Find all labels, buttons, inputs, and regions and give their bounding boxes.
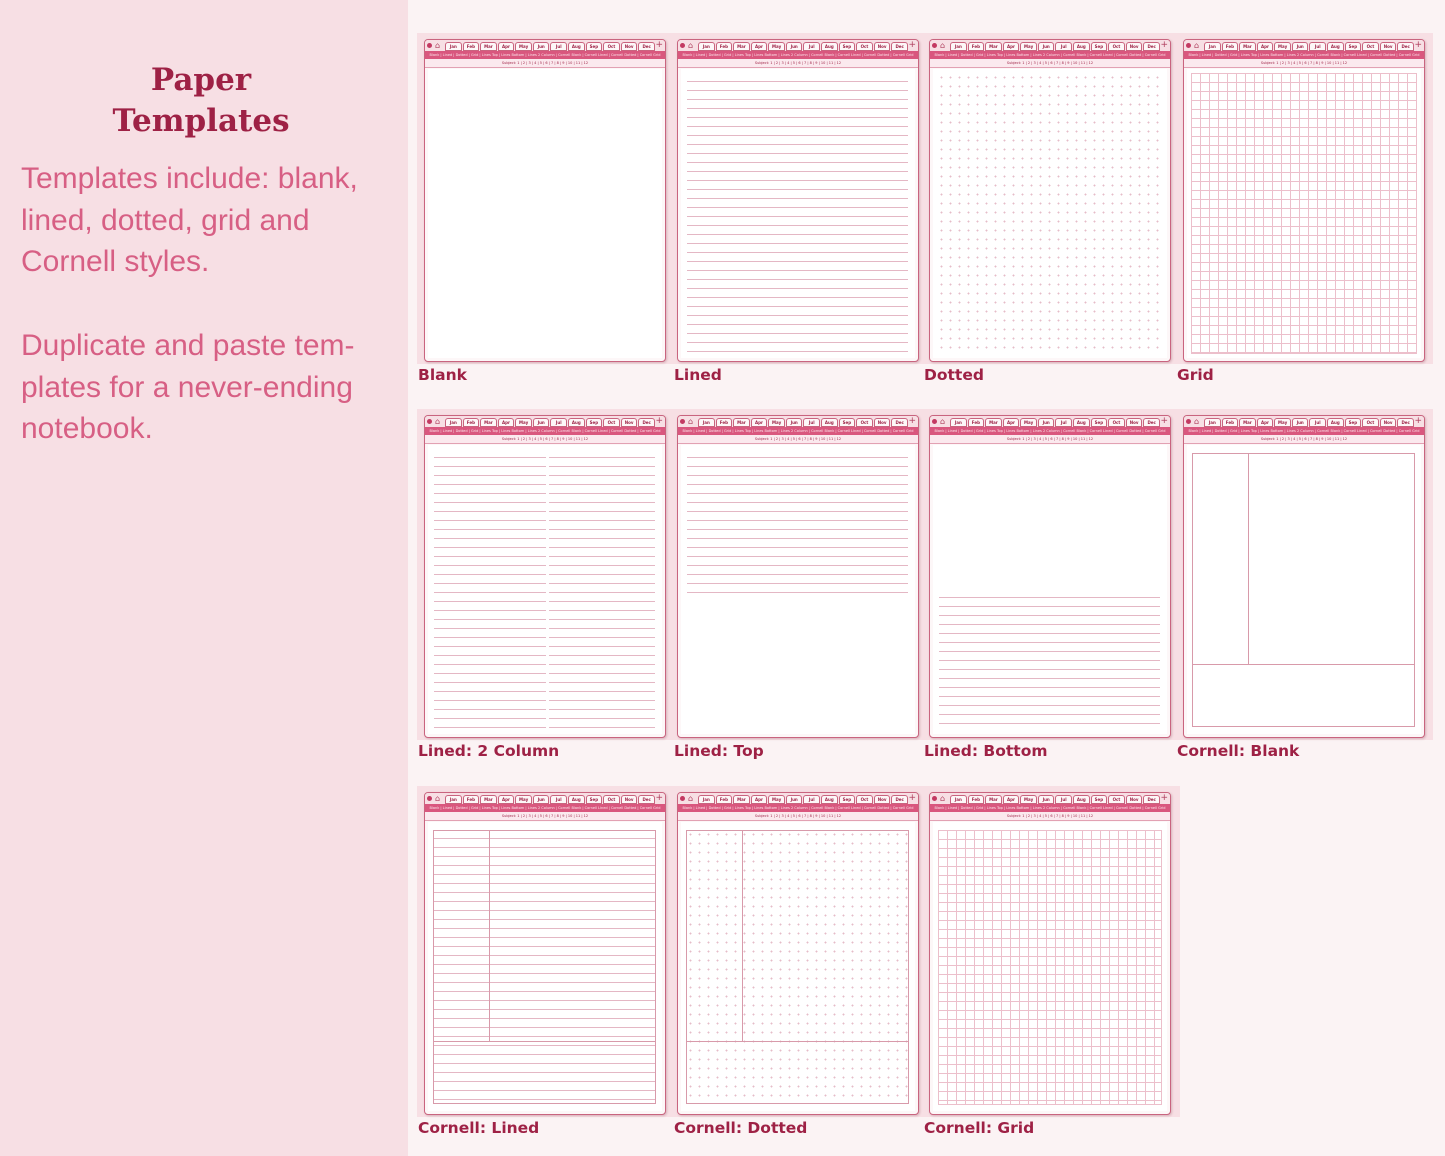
month-tab[interactable]: Mar	[480, 795, 497, 804]
month-tab[interactable]: Dec	[1397, 418, 1414, 427]
template-switch-bar: Blank | Lined | Dotted | Grid | Lines Top | Lines Bottom | Lines 2 Column | Cornell Blank | Cornell Lined | Cornell Dotted | Cornell Grid	[1184, 427, 1424, 435]
month-tab[interactable]: Feb	[463, 42, 480, 51]
month-tab[interactable]: Mar	[985, 795, 1002, 804]
record-dot-icon	[427, 43, 432, 48]
month-tab[interactable]: Aug	[1073, 418, 1090, 427]
page-body	[681, 822, 915, 1111]
month-tab[interactable]: Nov	[621, 795, 638, 804]
month-tabs	[950, 418, 1160, 426]
month-tab[interactable]: Oct	[603, 795, 620, 804]
record-dot-icon	[1186, 43, 1191, 48]
subject-bar: Subject: 1 | 2 | 3 | 4 | 5 | 6 | 7 | 8 | 9 | 10 | 11 | 12	[425, 59, 665, 68]
description-line-2: lined, dotted, grid and	[21, 203, 310, 237]
month-tab[interactable]: Jul	[1055, 795, 1072, 804]
subject-bar: Subject: 1 | 2 | 3 | 4 | 5 | 6 | 7 | 8 | 9 | 10 | 11 | 12	[678, 59, 918, 68]
month-tab[interactable]: Mar	[480, 418, 497, 427]
month-tab[interactable]: Jun	[1292, 418, 1309, 427]
description-line-3: Cornell styles.	[21, 245, 210, 278]
month-tab[interactable]: Apr	[751, 42, 768, 51]
month-tab[interactable]: Feb	[716, 42, 733, 51]
month-tab[interactable]: Apr	[1003, 42, 1020, 51]
month-tab[interactable]: Jul	[1055, 418, 1072, 427]
description-2-line-1: Duplicate and paste tem-	[21, 329, 355, 362]
month-tab[interactable]: Jun	[1038, 42, 1055, 51]
template-switch-bar: Blank | Lined | Dotted | Grid | Lines Top | Lines Bottom | Lines 2 Column | Cornell Blank | Cornell Lined | Cornell Dotted | Cornell Grid	[425, 427, 665, 435]
template-label-cornell-dotted: Cornell: Dotted	[674, 1119, 808, 1137]
month-tab[interactable]: Jul	[550, 795, 567, 804]
add-page-icon: +	[908, 793, 916, 803]
template-label-lined-2-column: Lined: 2 Column	[418, 742, 560, 760]
month-tab[interactable]: Nov	[621, 42, 638, 51]
template-page-cornell-dotted	[677, 792, 919, 1115]
month-tab[interactable]: Jul	[550, 42, 567, 51]
month-tab[interactable]: Jan	[1204, 42, 1221, 51]
month-tab[interactable]: May	[768, 795, 785, 804]
page-body	[681, 69, 915, 358]
dot-grid	[937, 73, 1162, 353]
record-dot-icon	[680, 43, 685, 48]
page-body	[428, 822, 662, 1111]
month-tab[interactable]: Jan	[445, 42, 462, 51]
template-page-dotted	[929, 39, 1171, 362]
subject-bar: Subject: 1 | 2 | 3 | 4 | 5 | 6 | 7 | 8 | 9 | 10 | 11 | 12	[678, 812, 918, 821]
add-page-icon: +	[655, 793, 663, 803]
record-dot-icon	[680, 796, 685, 801]
month-tab[interactable]: Sep	[1091, 795, 1108, 804]
page-body	[933, 445, 1167, 734]
month-tab[interactable]: Dec	[891, 795, 908, 804]
template-page-cornell-blank	[1183, 415, 1425, 738]
cornell-cue-divider	[1248, 453, 1249, 664]
template-label-cornell-blank: Cornell: Blank	[1177, 742, 1300, 760]
month-tab[interactable]: Jun	[533, 42, 550, 51]
month-tab[interactable]: Apr	[751, 418, 768, 427]
month-tab[interactable]: Sep	[1091, 418, 1108, 427]
cornell-summary-divider	[686, 1041, 909, 1042]
month-tab[interactable]: May	[515, 42, 532, 51]
home-icon: ⌂	[435, 794, 441, 803]
cornell-cue-divider	[489, 830, 490, 1041]
cornell-frame	[433, 830, 656, 1104]
month-tab[interactable]: Sep	[586, 795, 603, 804]
month-tab[interactable]: Oct	[1108, 42, 1125, 51]
month-tab[interactable]: Aug	[1327, 42, 1344, 51]
page-body	[933, 69, 1167, 358]
ruled-lines-right-column	[549, 449, 655, 729]
month-tab[interactable]: Mar	[733, 42, 750, 51]
month-tab[interactable]: Aug	[568, 418, 585, 427]
ruled-lines-bottom	[939, 589, 1160, 729]
month-tab[interactable]: Jan	[1204, 418, 1221, 427]
month-tab[interactable]: Sep	[839, 418, 856, 427]
template-page-lined-2-column	[424, 415, 666, 738]
add-page-icon: +	[1160, 416, 1168, 426]
record-dot-icon	[1186, 419, 1191, 424]
month-tab[interactable]: Jan	[950, 795, 967, 804]
month-tab[interactable]: Dec	[1143, 795, 1160, 804]
month-tab[interactable]: Apr	[1257, 42, 1274, 51]
month-tab[interactable]: Mar	[985, 418, 1002, 427]
month-tab[interactable]: Aug	[1327, 418, 1344, 427]
cornell-square-grid	[938, 830, 1162, 1105]
template-switch-bar: Blank | Lined | Dotted | Grid | Lines Top | Lines Bottom | Lines 2 Column | Cornell Blank | Cornell Lined | Cornell Dotted | Cornell Grid	[1184, 51, 1424, 59]
month-tab[interactable]: Jun	[786, 42, 803, 51]
month-tab[interactable]: Nov	[1380, 418, 1397, 427]
template-page-lined-top	[677, 415, 919, 738]
description-2-line-2: plates for a never-ending	[21, 370, 353, 404]
template-switch-bar: Blank | Lined | Dotted | Grid | Lines Top | Lines Bottom | Lines 2 Column | Cornell Blank | Cornell Lined | Cornell Dotted | Cornell Grid	[678, 427, 918, 435]
month-tab[interactable]: Jul	[803, 795, 820, 804]
home-icon: ⌂	[940, 794, 946, 803]
month-tabs	[698, 42, 908, 50]
description-panel	[0, 0, 408, 1156]
month-tab[interactable]: Feb	[968, 42, 985, 51]
month-tab[interactable]: Nov	[621, 418, 638, 427]
month-tab[interactable]: Jul	[803, 42, 820, 51]
month-tab[interactable]: Mar	[1239, 42, 1256, 51]
month-tab[interactable]: Apr	[1003, 418, 1020, 427]
home-icon: ⌂	[435, 41, 441, 50]
month-tab[interactable]: Jan	[445, 418, 462, 427]
month-tab[interactable]: Dec	[891, 42, 908, 51]
panel-title-line-2: Templates	[112, 103, 290, 139]
month-tab[interactable]: Jan	[698, 42, 715, 51]
month-tab[interactable]: Dec	[1143, 42, 1160, 51]
month-tab[interactable]: Jul	[1309, 418, 1326, 427]
month-tab[interactable]: May	[515, 795, 532, 804]
month-tab[interactable]: Jun	[1038, 418, 1055, 427]
template-switch-bar: Blank | Lined | Dotted | Grid | Lines Top | Lines Bottom | Lines 2 Column | Cornell Blank | Cornell Lined | Cornell Dotted | Cornell Grid	[930, 427, 1170, 435]
template-page-cornell-grid	[929, 792, 1171, 1115]
page-body	[1187, 69, 1421, 358]
month-tab[interactable]: May	[1020, 795, 1037, 804]
month-tab[interactable]: Jun	[786, 795, 803, 804]
month-tab[interactable]: Nov	[874, 418, 891, 427]
home-icon: ⌂	[940, 417, 946, 426]
month-tab[interactable]: Jul	[803, 418, 820, 427]
subject-bar: Subject: 1 | 2 | 3 | 4 | 5 | 6 | 7 | 8 | 9 | 10 | 11 | 12	[678, 435, 918, 444]
template-label-blank: Blank	[418, 366, 467, 384]
ruled-lines-top	[687, 449, 908, 594]
month-tabs	[1204, 42, 1414, 50]
home-icon: ⌂	[1194, 41, 1200, 50]
month-tab[interactable]: Feb	[1222, 418, 1239, 427]
month-tab[interactable]: May	[1274, 42, 1291, 51]
month-tab[interactable]: Apr	[751, 795, 768, 804]
month-tab[interactable]: Dec	[1397, 42, 1414, 51]
cornell-cue-divider	[742, 830, 743, 1041]
month-tab[interactable]: Sep	[839, 42, 856, 51]
month-tab[interactable]: Aug	[821, 795, 838, 804]
month-tab[interactable]: Jun	[786, 418, 803, 427]
month-tab[interactable]: Nov	[874, 795, 891, 804]
month-tab[interactable]: Jan	[698, 418, 715, 427]
month-tab[interactable]: Apr	[498, 418, 515, 427]
month-tab[interactable]: Sep	[1345, 418, 1362, 427]
month-tab[interactable]: Aug	[1073, 42, 1090, 51]
template-switch-bar: Blank | Lined | Dotted | Grid | Lines Top | Lines Bottom | Lines 2 Column | Cornell Blank | Cornell Lined | Cornell Dotted | Cornell Grid	[678, 804, 918, 812]
month-tab[interactable]: Oct	[856, 418, 873, 427]
ruled-lines	[687, 73, 908, 353]
add-page-icon: +	[1414, 40, 1422, 50]
month-tab[interactable]: Jan	[950, 418, 967, 427]
month-tab[interactable]: Feb	[968, 418, 985, 427]
month-tab[interactable]: Jul	[1309, 42, 1326, 51]
month-tab[interactable]: Feb	[716, 795, 733, 804]
month-tab[interactable]: Nov	[1380, 42, 1397, 51]
month-tab[interactable]: Mar	[733, 795, 750, 804]
template-switch-bar: Blank | Lined | Dotted | Grid | Lines Top | Lines Bottom | Lines 2 Column | Cornell Blank | Cornell Lined | Cornell Dotted | Cornell Grid	[425, 804, 665, 812]
month-tab[interactable]: May	[1020, 418, 1037, 427]
cornell-summary-divider	[1192, 664, 1415, 665]
month-tab[interactable]: Nov	[874, 42, 891, 51]
template-label-lined: Lined	[674, 366, 722, 384]
month-tab[interactable]: Jun	[1038, 795, 1055, 804]
month-tab[interactable]: May	[1274, 418, 1291, 427]
month-tab[interactable]: Mar	[1239, 418, 1256, 427]
template-label-lined-top: Lined: Top	[674, 742, 764, 760]
record-dot-icon	[427, 419, 432, 424]
ruled-lines-left-column	[434, 449, 546, 729]
month-tab[interactable]: Mar	[480, 42, 497, 51]
month-tabs	[698, 795, 908, 803]
month-tabs	[445, 795, 655, 803]
month-tab[interactable]: Oct	[856, 42, 873, 51]
subject-bar: Subject: 1 | 2 | 3 | 4 | 5 | 6 | 7 | 8 | 9 | 10 | 11 | 12	[425, 435, 665, 444]
month-tab[interactable]: Nov	[1126, 795, 1143, 804]
template-label-lined-bottom: Lined: Bottom	[924, 742, 1048, 760]
month-tab[interactable]: Sep	[839, 795, 856, 804]
month-tab[interactable]: Feb	[968, 795, 985, 804]
page-body	[933, 822, 1167, 1111]
add-page-icon: +	[1160, 793, 1168, 803]
page-body	[428, 445, 662, 734]
template-page-cornell-lined	[424, 792, 666, 1115]
cornell-frame	[686, 830, 909, 1104]
template-switch-bar: Blank | Lined | Dotted | Grid | Lines Top | Lines Bottom | Lines 2 Column | Cornell Blank | Cornell Lined | Cornell Dotted | Cornell Grid	[425, 51, 665, 59]
record-dot-icon	[427, 796, 432, 801]
month-tab[interactable]: Oct	[1108, 418, 1125, 427]
month-tabs	[445, 418, 655, 426]
month-tab[interactable]: Sep	[1345, 42, 1362, 51]
month-tab[interactable]: Nov	[1126, 42, 1143, 51]
month-tab[interactable]: Apr	[1257, 418, 1274, 427]
month-tab[interactable]: Mar	[733, 418, 750, 427]
month-tab[interactable]: Aug	[821, 42, 838, 51]
month-tab[interactable]: Jan	[698, 795, 715, 804]
month-tab[interactable]: Feb	[716, 418, 733, 427]
template-label-grid: Grid	[1177, 366, 1214, 384]
month-tab[interactable]: Dec	[891, 418, 908, 427]
panel-description	[21, 158, 401, 283]
home-icon: ⌂	[940, 41, 946, 50]
month-tab[interactable]: Dec	[1143, 418, 1160, 427]
month-tab[interactable]: Apr	[498, 42, 515, 51]
template-switch-bar: Blank | Lined | Dotted | Grid | Lines Top | Lines Bottom | Lines 2 Column | Cornell Blank | Cornell Lined | Cornell Dotted | Cornell Grid	[678, 51, 918, 59]
month-tabs	[950, 795, 1160, 803]
page-body	[681, 445, 915, 734]
panel-title-line-1: Paper	[150, 62, 252, 98]
template-page-lined-bottom	[929, 415, 1171, 738]
subject-bar: Subject: 1 | 2 | 3 | 4 | 5 | 6 | 7 | 8 | 9 | 10 | 11 | 12	[930, 812, 1170, 821]
month-tab[interactable]: Dec	[638, 418, 655, 427]
panel-description-2	[21, 325, 401, 450]
square-grid	[1191, 73, 1417, 354]
home-icon: ⌂	[688, 794, 694, 803]
add-page-icon: +	[1160, 40, 1168, 50]
month-tab[interactable]: Feb	[463, 418, 480, 427]
template-switch-bar: Blank | Lined | Dotted | Grid | Lines Top | Lines Bottom | Lines 2 Column | Cornell Blank | Cornell Lined | Cornell Dotted | Cornell Grid	[930, 51, 1170, 59]
template-page-lined	[677, 39, 919, 362]
month-tab[interactable]: Oct	[603, 418, 620, 427]
month-tabs	[445, 42, 655, 50]
month-tab[interactable]: Oct	[856, 795, 873, 804]
month-tab[interactable]: Jul	[550, 418, 567, 427]
page-body	[428, 69, 662, 358]
month-tab[interactable]: Jun	[1292, 42, 1309, 51]
month-tab[interactable]: Aug	[821, 418, 838, 427]
month-tab[interactable]: Aug	[568, 795, 585, 804]
subject-bar: Subject: 1 | 2 | 3 | 4 | 5 | 6 | 7 | 8 | 9 | 10 | 11 | 12	[930, 435, 1170, 444]
month-tabs	[950, 42, 1160, 50]
add-page-icon: +	[655, 40, 663, 50]
month-tab[interactable]: Mar	[985, 42, 1002, 51]
panel-title	[0, 60, 402, 142]
template-label-cornell-lined: Cornell: Lined	[418, 1119, 540, 1137]
add-page-icon: +	[908, 40, 916, 50]
home-icon: ⌂	[435, 417, 441, 426]
month-tab[interactable]: May	[768, 42, 785, 51]
template-switch-bar: Blank | Lined | Dotted | Grid | Lines Top | Lines Bottom | Lines 2 Column | Cornell Blank | Cornell Lined | Cornell Dotted | Cornell Grid	[930, 804, 1170, 812]
month-tab[interactable]: Jun	[533, 795, 550, 804]
month-tab[interactable]: Feb	[1222, 42, 1239, 51]
month-tabs	[1204, 418, 1414, 426]
month-tab[interactable]: Jan	[445, 795, 462, 804]
cornell-frame	[1192, 453, 1415, 727]
month-tab[interactable]: May	[515, 418, 532, 427]
template-label-dotted: Dotted	[924, 366, 984, 384]
month-tab[interactable]: May	[768, 418, 785, 427]
month-tab[interactable]: Jul	[1055, 42, 1072, 51]
month-tab[interactable]: Jan	[950, 42, 967, 51]
month-tab[interactable]: Oct	[1362, 418, 1379, 427]
month-tab[interactable]: May	[1020, 42, 1037, 51]
month-tab[interactable]: Nov	[1126, 418, 1143, 427]
month-tab[interactable]: Sep	[586, 418, 603, 427]
template-label-cornell-grid: Cornell: Grid	[924, 1119, 1035, 1137]
month-tab[interactable]: Jun	[533, 418, 550, 427]
page-body	[1187, 445, 1421, 734]
month-tab[interactable]: Oct	[1108, 795, 1125, 804]
home-icon: ⌂	[688, 417, 694, 426]
template-page-blank	[424, 39, 666, 362]
add-page-icon: +	[1414, 416, 1422, 426]
home-icon: ⌂	[688, 41, 694, 50]
cornell-summary-divider	[433, 1041, 656, 1042]
description-line-1: Templates include: blank,	[21, 162, 358, 195]
add-page-icon: +	[655, 416, 663, 426]
month-tab[interactable]: Sep	[586, 42, 603, 51]
record-dot-icon	[932, 419, 937, 424]
record-dot-icon	[932, 43, 937, 48]
description-2-line-3: notebook.	[21, 412, 153, 445]
subject-bar: Subject: 1 | 2 | 3 | 4 | 5 | 6 | 7 | 8 | 9 | 10 | 11 | 12	[1184, 435, 1424, 444]
month-tab[interactable]: Aug	[568, 42, 585, 51]
month-tab[interactable]: Feb	[463, 795, 480, 804]
month-tab[interactable]: Dec	[638, 795, 655, 804]
subject-bar: Subject: 1 | 2 | 3 | 4 | 5 | 6 | 7 | 8 | 9 | 10 | 11 | 12	[930, 59, 1170, 68]
month-tab[interactable]: Oct	[1362, 42, 1379, 51]
month-tab[interactable]: Apr	[1003, 795, 1020, 804]
template-page-grid	[1183, 39, 1425, 362]
home-icon: ⌂	[1194, 417, 1200, 426]
subject-bar: Subject: 1 | 2 | 3 | 4 | 5 | 6 | 7 | 8 | 9 | 10 | 11 | 12	[425, 812, 665, 821]
month-tab[interactable]: Apr	[498, 795, 515, 804]
subject-bar: Subject: 1 | 2 | 3 | 4 | 5 | 6 | 7 | 8 | 9 | 10 | 11 | 12	[1184, 59, 1424, 68]
month-tab[interactable]: Sep	[1091, 42, 1108, 51]
month-tab[interactable]: Aug	[1073, 795, 1090, 804]
record-dot-icon	[680, 419, 685, 424]
month-tab[interactable]: Dec	[638, 42, 655, 51]
add-page-icon: +	[908, 416, 916, 426]
month-tab[interactable]: Oct	[603, 42, 620, 51]
month-tabs	[698, 418, 908, 426]
record-dot-icon	[932, 796, 937, 801]
